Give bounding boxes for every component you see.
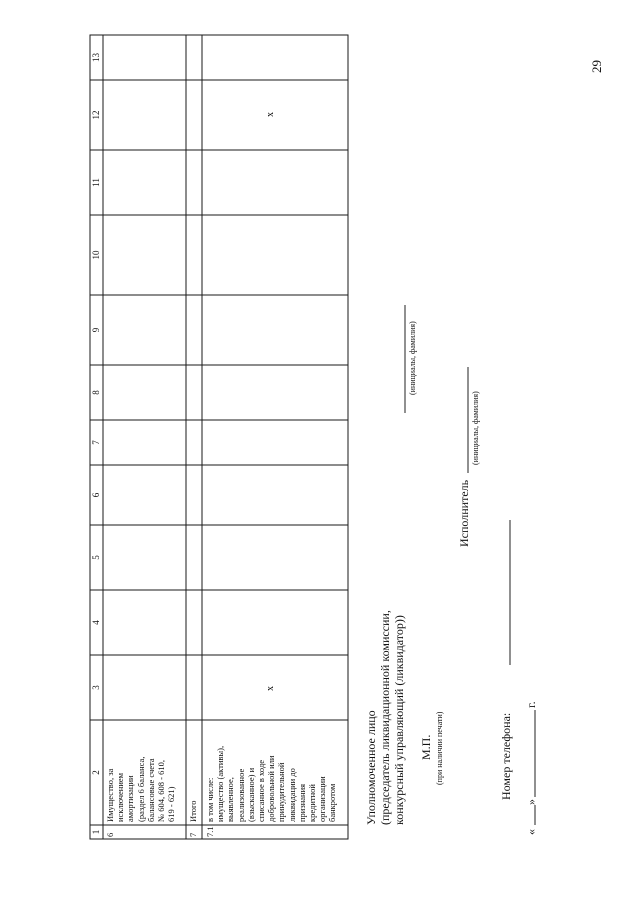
col-header-8: 8 xyxy=(91,390,101,395)
seal-label: М.П. xyxy=(419,734,433,760)
date-close-quote: » xyxy=(524,799,538,805)
row-6-label: Имущество, за исключением амортизации (раздел 6 баланса, балансовые счета № 604, 608 - 610, 619 - 621) xyxy=(105,756,177,822)
col-header-10: 10 xyxy=(91,250,101,260)
row-7-label: Итого xyxy=(188,800,198,822)
col-header-13: 13 xyxy=(91,53,101,62)
row-7-1-col3-mark: x xyxy=(265,686,276,691)
executor-label: Исполнитель xyxy=(457,479,471,547)
phone-label: Номер телефона: xyxy=(499,712,513,800)
col-header-6: 6 xyxy=(91,492,101,498)
authorized-person-role: (председатель ликвидационной комиссии, xyxy=(378,610,392,825)
page-number: 29 xyxy=(589,60,604,73)
initials-caption: (инициалы, фамилия) xyxy=(408,321,417,395)
col-header-9: 9 xyxy=(91,327,101,333)
col-header-12: 12 xyxy=(91,110,101,120)
col-header-11: 11 xyxy=(91,178,101,187)
row-7-1-number: 7.1 xyxy=(205,826,215,837)
authorized-person-role-2: конкурсный управляющий (ликвидатор)) xyxy=(392,615,406,825)
date-year: г. xyxy=(524,701,538,708)
col-header-1: 1 xyxy=(91,829,101,835)
col-header-2: 2 xyxy=(91,770,101,775)
col-header-7: 7 xyxy=(91,440,101,445)
row-7-1-col12-mark: x xyxy=(265,112,276,117)
date-open-quote: « xyxy=(524,829,538,835)
row-6-number: 6 xyxy=(105,832,115,837)
col-header-5: 5 xyxy=(91,555,101,560)
executor-caption: (инициалы, фамилия) xyxy=(471,391,480,465)
col-header-3: 3 xyxy=(91,685,101,690)
authorized-person-label: Уполномоченное лицо xyxy=(364,710,378,825)
seal-caption: (при наличии печати) xyxy=(435,711,444,785)
col-header-4: 4 xyxy=(91,620,101,625)
row-7-number: 7 xyxy=(188,832,198,837)
row-7-1-label: в том числе: имущество (активы), выявленное, реализованное (взысканное) и списанное в ходе добровольной или принудительной ликвидации до признания кредитной организации банкротом xyxy=(205,745,338,822)
